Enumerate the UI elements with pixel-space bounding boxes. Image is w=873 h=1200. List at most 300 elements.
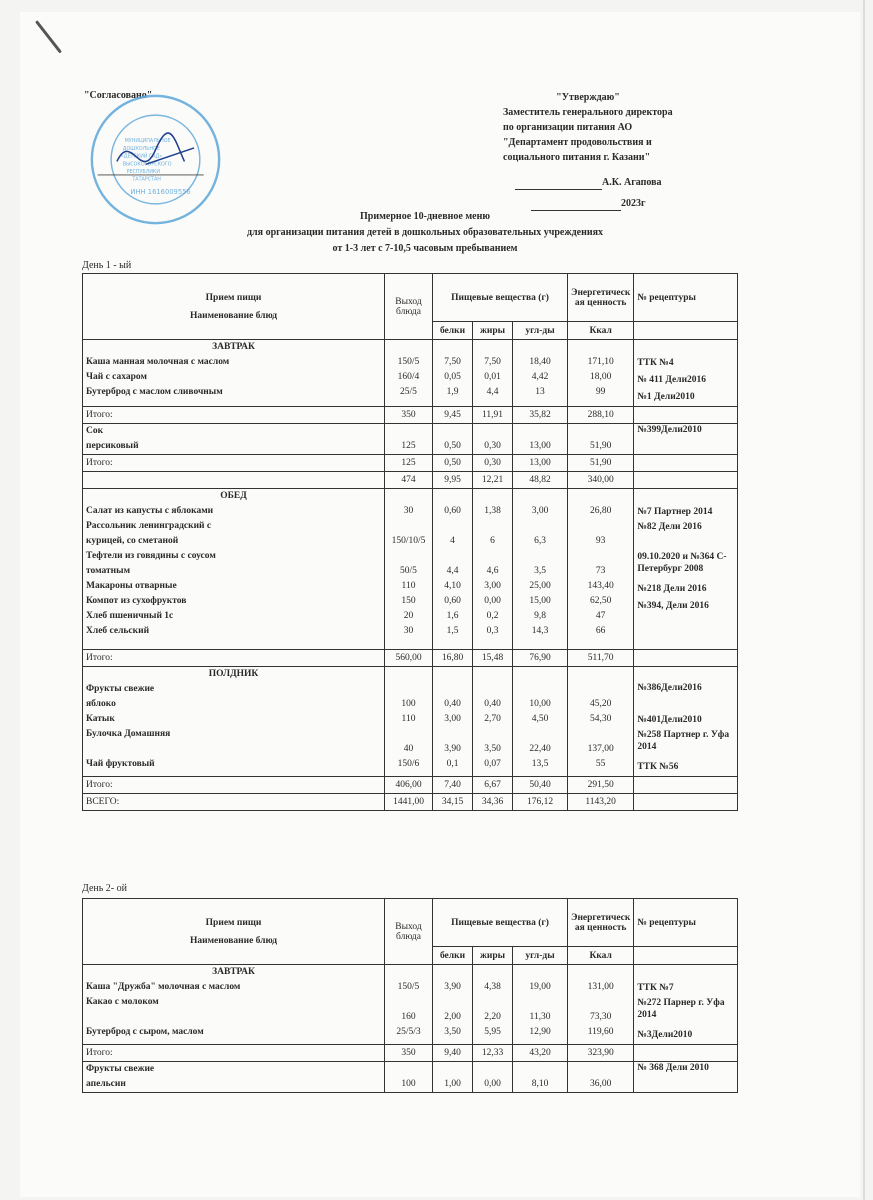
spacer: [571, 340, 630, 355]
total-row-label: Итого:: [83, 1045, 385, 1062]
spacer: [388, 995, 429, 1010]
c-value: 25,00: [529, 581, 551, 591]
protein-header: белки: [433, 947, 473, 965]
f-value: 0,00: [484, 596, 501, 606]
fat-cell: [473, 340, 513, 407]
nutrients-header: Пищевые вещества (г): [433, 899, 568, 947]
recipe-cell: [634, 424, 738, 455]
carbs-header: угл-ды: [513, 947, 568, 965]
fat-cell: [473, 965, 513, 1045]
recipe-subheader-empty: [634, 322, 738, 340]
recipe-number: [637, 632, 734, 649]
grand-total-row-recipe-empty: [634, 794, 738, 811]
out-value: 125: [401, 441, 416, 451]
document-title: [200, 209, 650, 257]
spacer: [637, 489, 734, 504]
svg-text:МУНИЦИПАЛЬНОЕ: МУНИЦИПАЛЬНОЕ: [124, 139, 171, 145]
p-value: 7,50: [444, 357, 461, 367]
recipe-number: №218 Дели 2016: [637, 584, 707, 594]
k-value: 62,50: [589, 596, 612, 606]
out-value: 110: [401, 714, 416, 724]
k-value: 51,90: [589, 441, 612, 451]
f-value: 6: [490, 536, 495, 546]
spacer: [476, 519, 509, 534]
approver-position-line: по организации питания АО: [503, 122, 633, 133]
kcal-cell: [568, 1062, 634, 1093]
spacer: [476, 340, 509, 355]
dish-name: Катык: [86, 714, 115, 724]
day-1-label: День 1 - ый: [82, 260, 132, 271]
spacer: [86, 1010, 381, 1025]
k-value: 93: [595, 536, 606, 546]
spacer: [388, 667, 429, 682]
total-row-label: Итого:: [83, 455, 385, 472]
out-value: 150/5: [397, 982, 420, 992]
k-value: 119,60: [587, 1027, 614, 1037]
meal-title: ЗАВТРАК: [212, 342, 255, 352]
total-row-f: 6,67: [473, 777, 513, 794]
total-row-p: 9,40: [433, 1045, 473, 1062]
f-value: 2,20: [484, 1012, 501, 1022]
dish-name: Бутерброд с маслом сливочным: [86, 387, 223, 397]
spacer: [436, 1062, 469, 1077]
day-2-label: День 2- ой: [82, 883, 127, 894]
p-value: 0,60: [444, 596, 461, 606]
dish-name: Чай с сахаром: [86, 372, 147, 382]
f-value: 4,38: [484, 982, 501, 992]
kcal-header: Ккал: [568, 947, 634, 965]
dish-name: Фрукты свежие: [86, 1064, 155, 1074]
out-value: 110: [401, 581, 416, 591]
meal-section-row: [83, 340, 738, 407]
spacer: [476, 489, 509, 504]
out-value: 30: [403, 626, 414, 636]
subtotal-row-recipe-empty: [634, 472, 738, 489]
title-line-3: от 1-3 лет с 7-10,5 часовым пребыванием: [332, 243, 518, 254]
official-stamp-icon: [88, 92, 223, 227]
meal-section-row: [83, 424, 738, 455]
f-value: 5,95: [484, 1027, 501, 1037]
dish-name: Булочка Домашняя: [86, 729, 171, 739]
recipe-cell: [634, 489, 738, 650]
total-row-k: 291,50: [568, 777, 634, 794]
signature-line: [515, 175, 673, 190]
spacer: [516, 489, 564, 504]
p-value: 3,50: [444, 1027, 461, 1037]
grand-total-row-k: 1143,20: [568, 794, 634, 811]
output-header: Выход блюда: [385, 274, 433, 340]
spacer: [436, 424, 469, 439]
spacer: [436, 667, 469, 682]
spacer: [476, 727, 509, 742]
f-value: 0,2: [486, 611, 499, 621]
subtotal-row-out: 474: [385, 472, 433, 489]
recipe-cell: [634, 340, 738, 407]
meal-section-row: [83, 965, 738, 1045]
total-row-recipe-empty: [634, 407, 738, 424]
p-value: 0,05: [444, 372, 461, 382]
spacer: [516, 549, 564, 564]
spacer: [86, 742, 381, 757]
title-line-1: Примерное 10-дневное меню: [360, 211, 490, 222]
p-value: 3,00: [444, 714, 461, 724]
meal-title: ПОЛДНИК: [208, 669, 259, 679]
recipe-number: №394, Дели 2016: [637, 601, 709, 611]
recipe-subheader-empty: [634, 947, 738, 965]
dish-name: Хлеб сельский: [86, 626, 150, 636]
svg-text:ДОШКОЛЬНОЕ: ДОШКОЛЬНОЕ: [122, 146, 160, 152]
total-row-recipe-empty: [634, 455, 738, 472]
total-row-k: 511,70: [568, 650, 634, 667]
k-value: 18,00: [589, 372, 612, 382]
grand-total-row-c: 176,12: [513, 794, 568, 811]
out-value: 30: [403, 506, 414, 516]
total-row-out: 406,00: [385, 777, 433, 794]
subtotal-row: [83, 472, 738, 489]
c-value: 11,30: [529, 1012, 551, 1022]
dish-name: Чай фруктовый: [86, 759, 155, 769]
k-value: 99: [595, 387, 606, 397]
spacer: [637, 965, 734, 980]
total-row-p: 9,45: [433, 407, 473, 424]
out-value: 160/4: [397, 372, 420, 382]
dish-name: Компот из сухофруктов: [86, 596, 187, 606]
fat-cell: [473, 667, 513, 777]
total-row-label: Итого:: [83, 407, 385, 424]
meal-section-row: [83, 1062, 738, 1093]
recipe-number: № 368 Дели 2010: [637, 1063, 709, 1073]
protein-header: белки: [433, 322, 473, 340]
f-value: 3,50: [484, 744, 501, 754]
total-row-out: 125: [385, 455, 433, 472]
total-row-c: 50,40: [513, 777, 568, 794]
c-value: 3,5: [534, 566, 546, 576]
carbs-cell: [513, 424, 568, 455]
spacer: [571, 667, 630, 682]
c-value: 9,8: [534, 611, 546, 621]
spacer: [476, 549, 509, 564]
recipe-number: 09.10.2020 и №364 С-Петербург 2008: [637, 552, 727, 574]
svg-text:РЕСПУБЛИКИ: РЕСПУБЛИКИ: [126, 170, 160, 175]
signature-blank: [515, 189, 602, 190]
out-value: 25/5: [400, 387, 417, 397]
p-value: 1,9: [446, 387, 459, 397]
f-value: 0,00: [484, 1079, 501, 1089]
spacer: [388, 1062, 429, 1077]
recipe-number: №399Дели2010: [637, 425, 702, 435]
total-row-recipe-empty: [634, 1045, 738, 1062]
total-row-c: 76,90: [513, 650, 568, 667]
svg-text:«ДЕТСКИЙ САД»: «ДЕТСКИЙ САД»: [120, 154, 163, 160]
spacer: [516, 519, 564, 534]
dish-name-cell: [83, 489, 385, 650]
out-value: 25/5/3: [396, 1027, 421, 1037]
grand-total-row-out: 1441,00: [385, 794, 433, 811]
recipe-number: ТТК №56: [637, 762, 679, 772]
recipe-cell: [634, 1062, 738, 1093]
dish-name: Макароны отварные: [86, 581, 177, 591]
k-value: 36,00: [589, 1079, 612, 1089]
spacer: [571, 1062, 630, 1077]
output-cell: [385, 340, 433, 407]
total-row-c: 13,00: [513, 455, 568, 472]
grand-total-row-f: 34,36: [473, 794, 513, 811]
dish-name: Тефтели из говядины с соусом: [86, 551, 216, 561]
dish-name: яблоко: [86, 699, 116, 709]
spacer: [516, 727, 564, 742]
p-value: 1,00: [444, 1079, 461, 1089]
carbs-cell: [513, 1062, 568, 1093]
f-value: 0,40: [484, 699, 501, 709]
spacer: [571, 965, 630, 980]
meal-section-row: [83, 667, 738, 777]
p-value: 4: [450, 536, 455, 546]
spacer: [388, 519, 429, 534]
dish-name-header: Наименование блюд: [189, 935, 278, 946]
out-value: 150/6: [397, 759, 420, 769]
total-row-label: Итого:: [83, 777, 385, 794]
protein-cell: [433, 667, 473, 777]
p-value: 1,6: [446, 611, 459, 621]
svg-text:ВЫСОКОГОРСКОГО: ВЫСОКОГОРСКОГО: [122, 162, 172, 168]
kcal-cell: [568, 489, 634, 650]
total-row-out: 350: [385, 407, 433, 424]
recipe-number: №1 Дели2010: [637, 392, 695, 402]
k-value: 47: [595, 611, 606, 621]
spacer: [436, 727, 469, 742]
c-value: 12,90: [529, 1027, 551, 1037]
output-cell: [385, 1062, 433, 1093]
c-value: 15,00: [529, 596, 551, 606]
spacer: [388, 340, 429, 355]
p-value: 0,60: [444, 506, 461, 516]
agreed-label: "Согласовано": [84, 90, 153, 101]
total-row: [83, 650, 738, 667]
dish-name: Салат из капусты с яблоками: [86, 506, 214, 516]
fat-header: жиры: [473, 947, 513, 965]
nutrients-header: Пищевые вещества (г): [433, 274, 568, 322]
spacer: [637, 667, 734, 682]
energy-header: Энергетическ ая ценность: [568, 274, 634, 322]
meal-header: Прием пищи: [205, 292, 262, 303]
output-cell: [385, 965, 433, 1045]
spacer: [436, 489, 469, 504]
protein-cell: [433, 1062, 473, 1093]
spacer: [436, 340, 469, 355]
p-value: 4,10: [444, 581, 461, 591]
subtotal-row-k: 340,00: [568, 472, 634, 489]
out-value: 100: [401, 1079, 416, 1089]
total-row-k: 51,90: [568, 455, 634, 472]
meal-header: Прием пищи: [205, 917, 262, 928]
c-value: 14,3: [531, 626, 549, 636]
spacer: [516, 424, 564, 439]
subtotal-row-c: 48,82: [513, 472, 568, 489]
dish-name: апельсин: [86, 1079, 126, 1089]
spacer: [571, 727, 630, 742]
subtotal-row-label: [83, 472, 385, 489]
approver-position-line: социального питания г. Казани": [503, 152, 651, 163]
f-value: 0,01: [484, 372, 501, 382]
k-value: 143,40: [587, 581, 614, 591]
spacer: [436, 995, 469, 1010]
k-value: 171,10: [587, 357, 614, 367]
meal-header-cell: [83, 274, 385, 340]
day-2-menu-table: [82, 898, 738, 1093]
recipe-number: [637, 615, 734, 632]
k-value: 66: [595, 626, 606, 636]
dish-name: Бутерброд с сыром, маслом: [86, 1027, 204, 1037]
spacer: [571, 489, 630, 504]
total-row: [83, 455, 738, 472]
c-value: 3,00: [531, 506, 549, 516]
spacer: [476, 1062, 509, 1077]
f-value: 7,50: [484, 357, 501, 367]
c-value: 8,10: [531, 1079, 549, 1089]
recipe-number: №272 Парнер г. Уфа 2014: [637, 998, 725, 1020]
spacer: [476, 682, 509, 697]
spacer: [388, 424, 429, 439]
output-cell: [385, 489, 433, 650]
total-row-p: 7,40: [433, 777, 473, 794]
approval-block: [503, 90, 673, 211]
f-value: 2,70: [484, 714, 501, 724]
spacer: [516, 340, 564, 355]
f-value: 4,6: [486, 566, 499, 576]
spacer: [476, 667, 509, 682]
spacer: [516, 682, 564, 697]
recipe-cell: [634, 965, 738, 1045]
spacer: [436, 549, 469, 564]
k-value: 26,80: [589, 506, 612, 516]
recipe-number: № 411 Дели2016: [637, 375, 707, 385]
carbs-cell: [513, 965, 568, 1045]
total-row-out: 560,00: [385, 650, 433, 667]
out-value: 100: [401, 699, 416, 709]
spacer: [436, 682, 469, 697]
out-value: 50/5: [400, 566, 417, 576]
c-value: 19,00: [529, 982, 551, 992]
total-row-k: 288,10: [568, 407, 634, 424]
kcal-cell: [568, 424, 634, 455]
dish-name: Рассольник ленинградский с: [86, 521, 212, 531]
spacer: [516, 995, 564, 1010]
grand-total-row-label: ВСЕГО:: [83, 794, 385, 811]
recipe-number: №401Дели2010: [637, 715, 702, 725]
dish-name: Какао с молоком: [86, 997, 159, 1007]
p-value: 2,00: [444, 1012, 461, 1022]
approval-year: 2023г: [621, 198, 646, 209]
k-value: 73,30: [589, 1012, 612, 1022]
c-value: 10,00: [529, 699, 551, 709]
c-value: 4,42: [531, 372, 549, 382]
total-row-c: 35,82: [513, 407, 568, 424]
output-cell: [385, 424, 433, 455]
out-value: 40: [403, 744, 414, 754]
c-value: 13,00: [529, 441, 551, 451]
spacer: [388, 549, 429, 564]
subtotal-row-p: 9,95: [433, 472, 473, 489]
carbs-cell: [513, 340, 568, 407]
carbs-cell: [513, 667, 568, 777]
recipe-number: №82 Дели 2016: [637, 522, 702, 532]
subtotal-row-f: 12,21: [473, 472, 513, 489]
signer-name: А.К. Агапова: [602, 177, 662, 188]
protein-cell: [433, 489, 473, 650]
f-value: 1,38: [484, 506, 501, 516]
total-row-f: 15,48: [473, 650, 513, 667]
spacer: [476, 424, 509, 439]
k-value: 54,30: [589, 714, 612, 724]
out-value: 150: [401, 596, 416, 606]
total-row: [83, 777, 738, 794]
total-row: [83, 407, 738, 424]
spacer: [571, 995, 630, 1010]
spacer: [516, 1062, 564, 1077]
p-value: 1,5: [446, 626, 459, 636]
dish-name-cell: [83, 667, 385, 777]
total-row-c: 43,20: [513, 1045, 568, 1062]
day-1-menu-table: [82, 273, 738, 811]
total-row-p: 16,80: [433, 650, 473, 667]
spacer: [571, 424, 630, 439]
dish-name-cell: [83, 965, 385, 1045]
k-value: 137,00: [587, 744, 614, 754]
f-value: 3,00: [484, 581, 501, 591]
spacer: [571, 682, 630, 697]
total-row-f: 11,91: [473, 407, 513, 424]
dish-name: Каша манная молочная с маслом: [86, 357, 230, 367]
spacer: [571, 519, 630, 534]
fat-cell: [473, 424, 513, 455]
fat-header: жиры: [473, 322, 513, 340]
spacer: [388, 489, 429, 504]
fat-cell: [473, 1062, 513, 1093]
c-value: 13: [535, 387, 545, 397]
recipe-number: ТТК №7: [637, 983, 674, 993]
dish-name: Фрукты свежие: [86, 684, 155, 694]
p-value: 3,90: [444, 982, 461, 992]
total-row-recipe-empty: [634, 777, 738, 794]
p-value: 3,90: [444, 744, 461, 754]
output-header: Выход блюда: [385, 899, 433, 965]
spacer: [388, 682, 429, 697]
dish-name-cell: [83, 340, 385, 407]
c-value: 6,3: [534, 536, 546, 546]
meal-title: ЗАВТРАК: [212, 967, 255, 977]
kcal-cell: [568, 667, 634, 777]
table-header-row: [83, 274, 738, 322]
spacer: [388, 965, 429, 980]
recipe-number: №386Дели2016: [637, 683, 702, 693]
scan-edge: [863, 0, 865, 1200]
c-value: 18,40: [529, 357, 551, 367]
protein-cell: [433, 340, 473, 407]
dish-name-cell: [83, 1062, 385, 1093]
k-value: 55: [595, 759, 606, 769]
out-value: 150/5: [397, 357, 420, 367]
kcal-cell: [568, 340, 634, 407]
svg-text:ИНН 1616009556: ИНН 1616009556: [130, 188, 191, 197]
p-value: 0,40: [444, 699, 461, 709]
carbs-cell: [513, 489, 568, 650]
total-row-label: Итого:: [83, 650, 385, 667]
protein-cell: [433, 965, 473, 1045]
out-value: 160: [401, 1012, 416, 1022]
approver-position-line: "Департамент продовольствия и: [503, 137, 652, 148]
spacer: [476, 995, 509, 1010]
spacer: [637, 340, 734, 355]
